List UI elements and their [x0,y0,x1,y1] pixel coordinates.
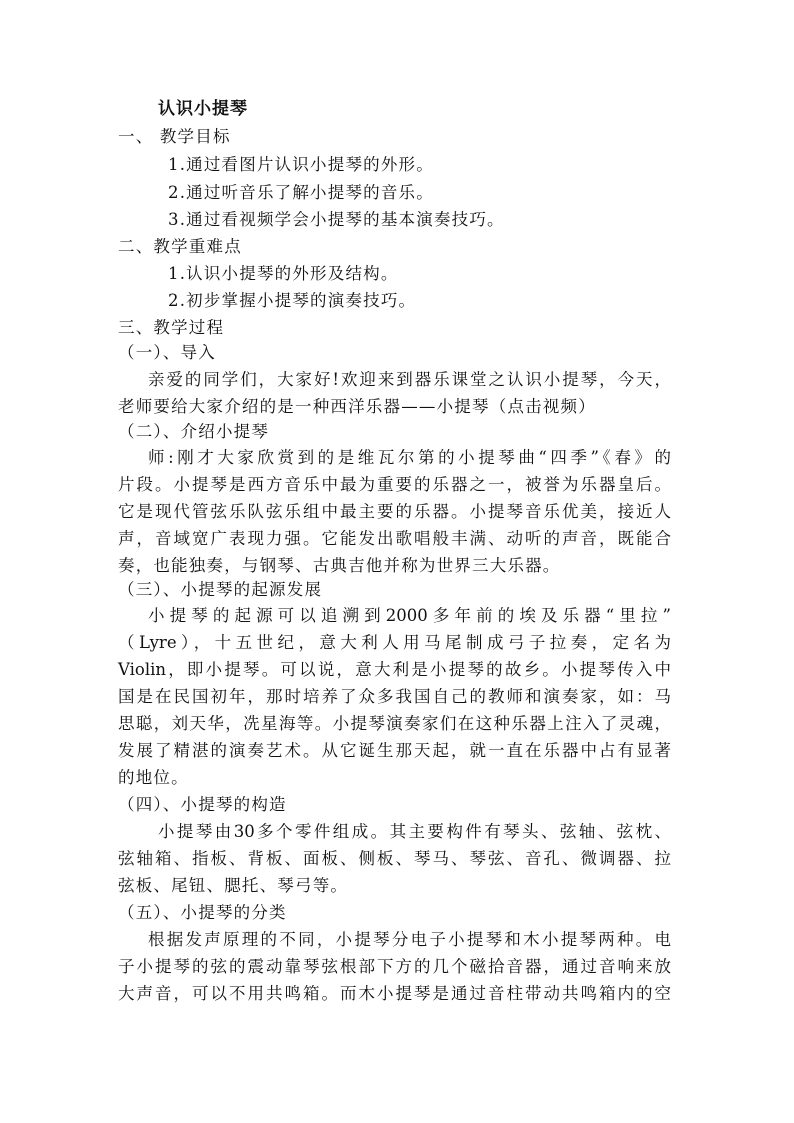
goal-item: 1.通过看图片认识小提琴的外形。 [168,155,434,174]
paragraph-line: 发展了精湛的演奏艺术。从它诞生那天起，就一直在乐器中占有显著 [118,741,671,760]
paragraph-line: 小提琴的起源可以追溯到2000多年前的埃及乐器“里拉” [148,606,671,625]
paragraph-line: 大声音，可以不用共鸣箱。而木小提琴是通过音柱带动共鸣箱内的空 [118,984,671,1003]
section-heading-process: 三、教学过程 [118,318,225,337]
key-point-item: 2.初步掌握小提琴的演奏技巧。 [168,291,417,310]
key-point-item: 1.认识小提琴的外形及结构。 [168,264,399,283]
paragraph-line: 思聪，刘天华，冼星海等。小提琴演奏家们在这种乐器上注入了灵魂， [118,714,671,733]
goal-item: 2.通过听音乐了解小提琴的音乐。 [168,183,434,202]
paragraph-line: Violin，即小提琴。可以说，意大利是小提琴的故乡。小提琴传入中 [118,660,671,679]
paragraph-line: 声，音域宽广表现力强。它能发出歌唱般丰满、动听的声音，既能合 [118,529,671,548]
paragraph-line: 片段。小提琴是西方音乐中最为重要的乐器之一，被誉为乐器皇后。 [118,475,671,494]
paragraph-line: 弦板、尾钮、腮托、琴弓等。 [118,876,349,895]
paragraph-line: 弦轴箱、指板、背板、面板、侧板、琴马、琴弦、音孔、微调器、拉 [118,849,671,868]
paragraph-line: 子小提琴的弦的震动靠琴弦根部下方的几个磁拾音器，通过音响来放 [118,957,671,976]
subsection-title-intro: （一）、导入 [118,343,216,362]
paragraph-line: 老师要给大家介绍的是一种西洋乐器——小提琴（点击视频） [118,397,596,416]
paragraph-line: （Lyre），十五世纪，意大利人用马尾制成弓子拉奏，定名为 [118,633,671,652]
subsection-title-violin-intro: （二）、介绍小提琴 [118,422,270,441]
section-heading-goals: 一、 教学目标 [118,127,231,146]
section-heading-key-points: 二、教学重难点 [118,237,242,256]
subsection-title-structure: （四）、小提琴的构造 [118,795,287,814]
goal-item: 3.通过看视频学会小提琴的基本演奏技巧。 [168,210,505,229]
paragraph-line: 国是在民国初年，那时培养了众多我国自己的教师和演奏家，如：马 [118,687,671,706]
paragraph-line: 根据发声原理的不同，小提琴分电子小提琴和木小提琴两种。电 [148,930,671,949]
paragraph-line: 小提琴由30多个零件组成。其主要构件有琴头、弦轴、弦枕、 [158,822,671,841]
subsection-title-origin: （三）、小提琴的起源发展 [118,580,323,599]
paragraph-line: 它是现代管弦乐队弦乐组中最主要的乐器。小提琴音乐优美，接近人 [118,502,671,521]
paragraph-line: 师:刚才大家欣赏到的是维瓦尔第的小提琴曲“四季”《春》的 [148,448,671,467]
paragraph-line: 亲爱的同学们，大家好!欢迎来到器乐课堂之认识小提琴，今天， [148,370,671,389]
paragraph-line: 奏，也能独奏，与钢琴、古典吉他并称为世界三大乐器。 [118,556,561,575]
paragraph-line: 的地位。 [118,768,189,787]
subsection-title-classification: （五）、小提琴的分类 [118,903,287,922]
document-title: 认识小提琴 [158,99,248,119]
